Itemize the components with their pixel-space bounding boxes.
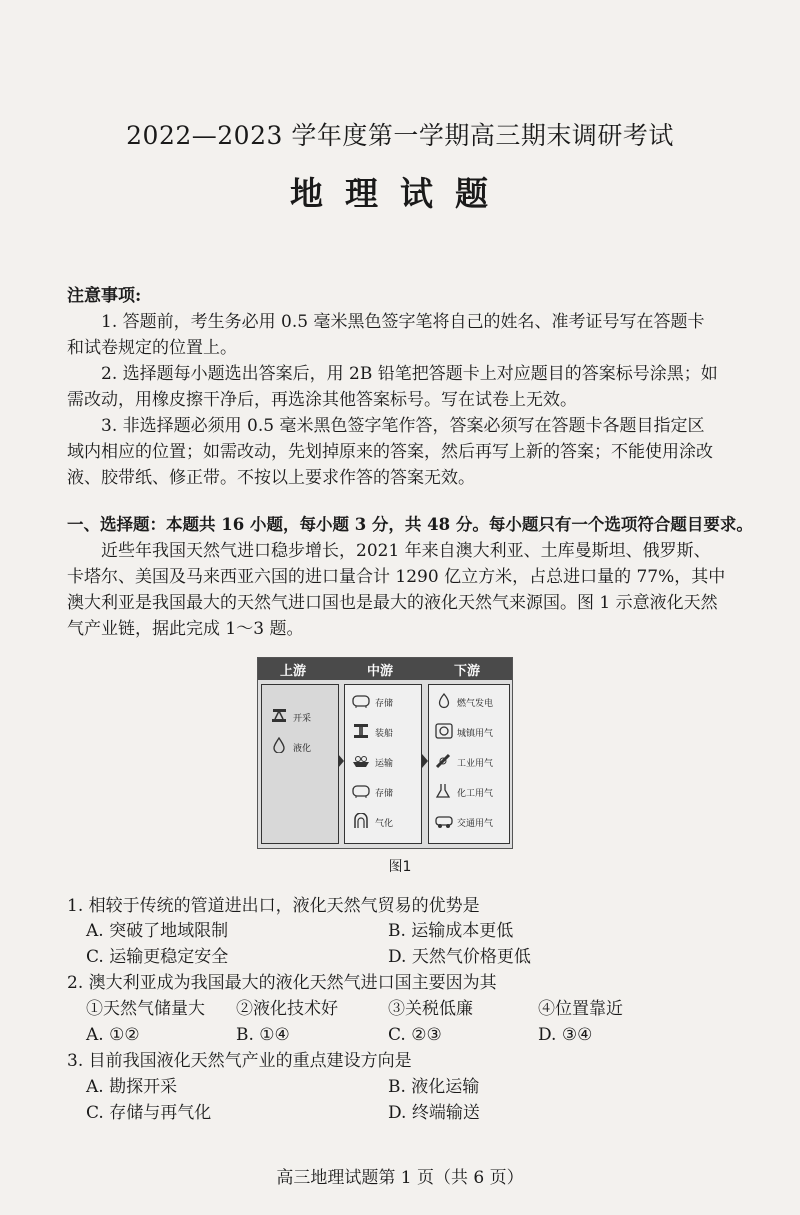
notice-line: 和试卷规定的位置上。: [67, 338, 237, 358]
upstream-column: [261, 684, 339, 844]
storage-tank-icon: [352, 783, 370, 799]
midstream-column: [344, 684, 422, 844]
statement: ①天然气储量大: [86, 999, 205, 1019]
figure-caption: 图1: [388, 859, 412, 875]
option-b: B. ①④: [236, 1025, 290, 1045]
storage-tank-icon: [352, 693, 370, 709]
option-b: B. 运输成本更低: [388, 921, 514, 941]
question-stem: 1. 相较于传统的管道进出口，液化天然气贸易的优势是: [67, 896, 480, 916]
upstream-item: 开采: [293, 714, 312, 724]
downstream-item: 燃气发电: [457, 699, 494, 709]
notice-line: 2. 选择题每小题选出答案后，用 2B 铅笔把答题卡上对应题目的答案标号涂黑；如: [101, 364, 718, 384]
notice-line: 域内相应的位置；如需改动，先划掉原来的答案，然后再写上新的答案；不能使用涂改: [67, 442, 713, 462]
header-upstream: 上游: [280, 664, 307, 679]
header-downstream: 下游: [454, 664, 481, 679]
downstream-item: 城镇用气: [457, 729, 494, 739]
industrial-pipe-icon: [435, 753, 453, 769]
option-c: C. ②③: [388, 1025, 442, 1045]
exam-title: 2022—2023 学年度第一学期高三期末调研考试: [126, 121, 674, 150]
upstream-item: 液化: [293, 744, 312, 754]
midstream-item: 气化: [375, 819, 394, 829]
option-a: A. 突破了地域限制: [86, 921, 229, 941]
notice-line: 需改动，用橡皮擦干净后，再选涂其他答案标号。写在试卷上无效。: [67, 390, 577, 410]
section-heading: 一、选择题：本题共 16 小题，每小题 3 分，共 48 分。每小题只有一个选项符合题目要求。: [67, 515, 753, 534]
passage-line: 近些年我国天然气进口稳步增长，2021 年来自澳大利亚、土库曼斯坦、俄罗斯、: [101, 541, 711, 561]
page-footer: 高三地理试题第 1 页（共 6 页）: [276, 1168, 524, 1188]
lng-industry-chain-figure: [257, 657, 513, 849]
option-c: C. 存储与再气化: [86, 1103, 212, 1123]
option-d: D. 终端输送: [388, 1103, 480, 1123]
passage-line: 气产业链，据此完成 1～3 题。: [67, 619, 304, 639]
notice-heading: 注意事项:: [67, 286, 142, 306]
subject-title: 地理试题: [290, 174, 510, 213]
downstream-item: 交通用气: [457, 819, 494, 829]
notice-line: 液、胶带纸、修正带。不按以上要求作答的答案无效。: [67, 468, 475, 488]
transport-ship-icon: [352, 753, 370, 769]
midstream-item: 装船: [375, 729, 394, 739]
oil-pump-icon: [270, 707, 288, 723]
statement: ②液化技术好: [236, 999, 338, 1019]
option-a: A. 勘探开采: [86, 1077, 178, 1097]
liquefaction-drop-icon: [270, 737, 288, 753]
option-b: B. 液化运输: [388, 1077, 480, 1097]
figure-header-bar: [258, 658, 512, 680]
option-c: C. 运输更稳定安全: [86, 947, 229, 967]
statement: ④位置靠近: [538, 999, 623, 1019]
regasification-icon: [352, 813, 370, 829]
question-stem: 2. 澳大利亚成为我国最大的液化天然气进口国主要因为其: [67, 973, 497, 993]
downstream-item: 工业用气: [457, 759, 494, 769]
midstream-item: 存储: [375, 699, 394, 709]
passage-line: 卡塔尔、美国及马来西亚六国的进口量合计 1290 亿立方米，占总进口量的 77%，其中: [67, 567, 726, 587]
option-a: A. ①②: [86, 1025, 140, 1045]
downstream-item: 化工用气: [457, 789, 494, 799]
statement: ③关税低廉: [388, 999, 473, 1019]
chemical-flask-icon: [435, 783, 453, 799]
passage-line: 澳大利亚是我国最大的天然气进口国也是最大的液化天然气来源国。图 1 示意液化天然: [67, 593, 718, 613]
gas-flame-icon: [435, 693, 453, 709]
midstream-item: 存储: [375, 789, 394, 799]
city-gas-stove-icon: [435, 723, 453, 739]
option-d: D. ③④: [538, 1025, 593, 1045]
gas-vehicle-icon: [435, 813, 453, 829]
notice-line: 3. 非选择题必须用 0.5 毫米黑色签字笔作答，答案必须写在答题卡各题目指定区: [101, 416, 705, 436]
header-midstream: 中游: [367, 664, 394, 679]
midstream-item: 运输: [375, 759, 394, 769]
loading-crane-icon: [352, 723, 370, 739]
downstream-column: [428, 684, 510, 844]
notice-line: 1. 答题前，考生务必用 0.5 毫米黑色签字笔将自己的姓名、准考证号写在答题卡: [101, 312, 705, 332]
question-stem: 3. 目前我国液化天然气产业的重点建设方向是: [67, 1051, 412, 1071]
option-d: D. 天然气价格更低: [388, 947, 531, 967]
